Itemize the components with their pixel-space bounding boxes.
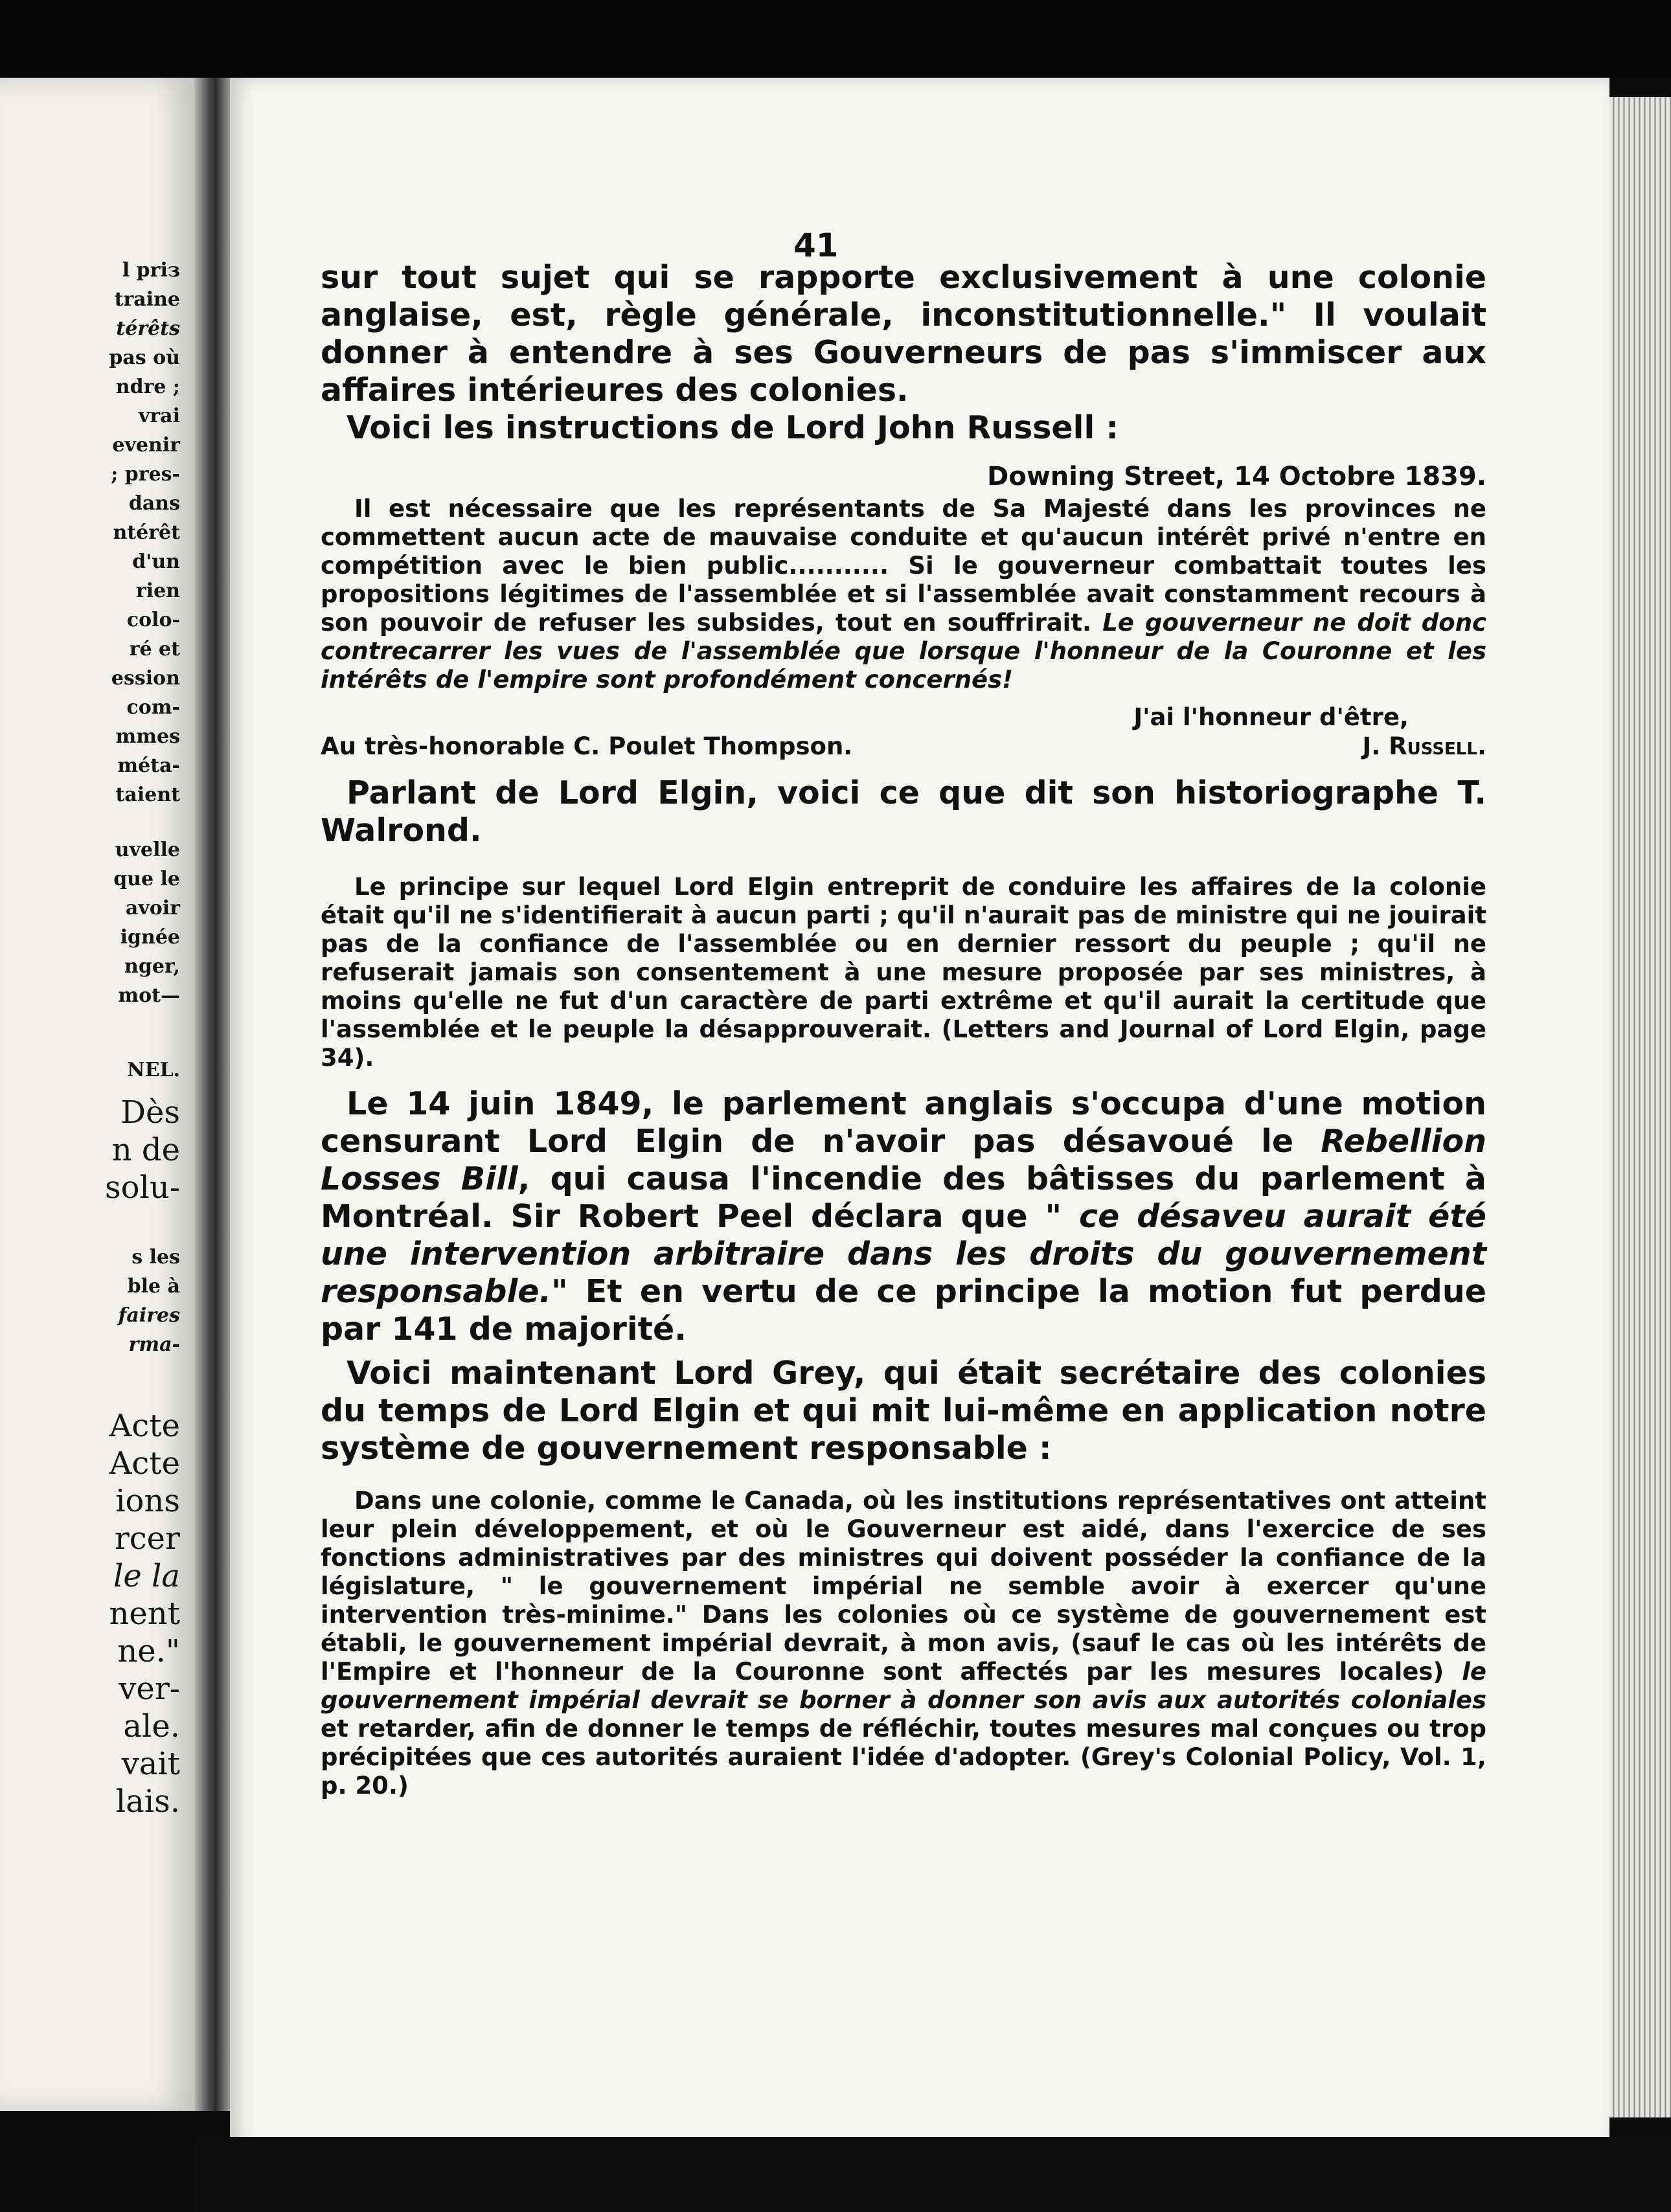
facing-page-fragment: ne." — [117, 1633, 180, 1669]
letter-addressee: Au très-honorable C. Poulet Thompson. — [321, 732, 853, 760]
letter-signature: J. Russell. — [1362, 732, 1486, 760]
paragraph-4-bill-title: Rebellion Losses Bill — [321, 1123, 1486, 1197]
paragraph-4-c: , qui causa l'incendie des bâtisses du parlement à Montréal. Sir Robert Peel déclara que " — [321, 1160, 1486, 1235]
facing-page-fragment: traine — [114, 288, 180, 311]
book-gutter — [194, 78, 230, 2111]
facing-page-fragment: rien — [135, 580, 180, 602]
letter-body-italic: Le gouverneur ne doit donc contrecarrer les vues de l'assemblée que lorsque l'honneur de la Couronne et les intérêts de l'empire sont profondément concernés! — [321, 609, 1486, 694]
facing-page-fragment: rma- — [128, 1333, 180, 1356]
facing-page-fragment: ndre ; — [115, 376, 180, 398]
facing-page-fragment: evenir — [112, 434, 180, 457]
paragraph-1: sur tout sujet qui se rapporte exclusivement à une colonie anglaise, est, règle générale, inconstitutionnelle." Il voulait donner à entendre à ses Gouverneurs de pas s'immiscer aux affaires intérieures des colonies. — [321, 259, 1486, 409]
paragraph-4-a: Le 14 juin 1849, le parlement anglais s'occupa d'une motion censurant Lord Elgin de n'avoir pas désavoué le — [321, 1085, 1486, 1160]
facing-page-fragment: ble à — [127, 1275, 180, 1298]
paragraph-4-e: " Et en vertu de ce principe la motion fut perdue par 141 de majorité. — [321, 1273, 1486, 1348]
facing-page-fragment: faires — [118, 1304, 180, 1327]
grey-quote-a: Dans une colonie, comme le Canada, où les institutions représentatives ont atteint leur plein développement, et où le Gouverneur est aidé, dans l'exercice de ses fonctions administratives par des ministres qui doivent posséder la confiance de la législature, " le gouvernement impérial ne semble avoir à exercer qu'une intervention très-minime." Dans les colonies où ce système de gouvernement est établi, le gouvernement impérial devrait, à mon avis, (sauf le cas où les intérêts de l'Empire et l'honneur de la Couronne sont affectés par les mesures locales) — [321, 1487, 1486, 1686]
facing-page-fragment: uvelle — [115, 839, 180, 861]
facing-page-fragment: mot— — [118, 984, 180, 1007]
grey-quote — [321, 1487, 1486, 1800]
facing-page-fragment: ; pres- — [111, 463, 180, 486]
facing-page-fragment: com- — [126, 696, 180, 719]
facing-page-fragment: Dès — [120, 1094, 180, 1131]
facing-page-fragment: térêts — [116, 317, 180, 340]
russell-letter — [321, 462, 1486, 762]
facing-page-left — [0, 78, 194, 2111]
facing-page-fragment: lais. — [115, 1783, 180, 1820]
facing-page-fragment: nent — [109, 1596, 180, 1632]
facing-page-fragment: s les — [131, 1246, 180, 1269]
letter-signoff-row — [321, 732, 1486, 762]
facing-page-fragment: vrai — [138, 405, 180, 427]
facing-page-fragment: taient — [115, 784, 180, 806]
facing-page-fragment: que le — [113, 868, 180, 890]
page-edges — [1609, 97, 1671, 2117]
facing-page-fragment: vait — [121, 1746, 180, 1782]
paragraph-2: Voici les instructions de Lord John Russell : — [347, 409, 1119, 446]
facing-page-fragment: n de — [111, 1132, 180, 1168]
facing-page-fragment: nger, — [124, 955, 180, 978]
facing-page-fragment: colo- — [126, 609, 180, 631]
facing-page-fragment: d'un — [132, 550, 180, 573]
facing-page-fragment: NEL. — [127, 1059, 180, 1081]
paragraph-5: Voici maintenant Lord Grey, qui était secrétaire des colonies du temps de Lord Elgin et qui mit lui-même en application notre système de gouvernement responsable : — [321, 1355, 1486, 1467]
facing-page-fragment: dans — [128, 492, 180, 515]
paragraph-3: Parlant de Lord Elgin, voici ce que dit son historiographe T. Walrond. — [321, 774, 1486, 849]
paragraph-4-peel-quote: ce désaveu aurait été une intervention arbitraire dans les droits du gouvernement responsable. — [321, 1198, 1486, 1310]
facing-page-fragment: Acte — [109, 1445, 180, 1482]
grey-quote-c: et retarder, afin de donner le temps de réfléchir, toutes mesures mal conçues ou trop précipitées que ces autorités auraient l'idée d'adopter. (Grey's Colonial Policy, Vol. 1, p. 20.) — [321, 1715, 1486, 1800]
facing-page-fragment: ions — [115, 1483, 180, 1519]
facing-page-fragment: ver- — [119, 1671, 180, 1707]
facing-page-fragment: Acte — [109, 1408, 180, 1444]
page — [230, 78, 1609, 2150]
facing-page-fragment: l priз — [122, 259, 180, 282]
facing-page-fragment: avoir — [125, 897, 180, 920]
facing-page-fragment: ession — [111, 667, 180, 690]
letter-body — [321, 495, 1486, 694]
facing-page-fragment: mmes — [115, 725, 180, 748]
scan-border-bottom — [194, 2137, 1671, 2212]
letter-body-text: Il est nécessaire que les représentants de Sa Majesté dans les provinces ne commettent aucun acte de mauvaise conduite et qu'aucun intérêt privé n'entre en compétition avec le bien public........... Si le gouverneur combattait toutes les propositions légitimes de l'assemblée et si l'assemblée avait constamment recours à son pouvoir de refuser les subsides, tout en souffrirait. — [321, 495, 1486, 637]
facing-page-fragment: pas où — [109, 346, 180, 369]
letter-dateline: Downing Street, 14 Octobre 1839. — [987, 462, 1486, 491]
letter-closing: J'ai l'honneur d'être, — [1133, 703, 1409, 731]
facing-page-fragment: ntérêt — [113, 521, 180, 544]
walrond-quote: Le principe sur lequel Lord Elgin entreprit de conduire les affaires de la colonie était qu'il ne s'identifierait à aucun parti ; qu'il n'aurait pas de ministre qui ne jouirait pas de la confiance de l'assemblée ou en dernier ressort du peuple ; qu'il ne refuserait jamais son consentement à une mesure proposée par ses ministres, à moins qu'elle ne fut d'un caractère de parti extrême et qu'il aurait la certitude que l'assemblée et le peuple la désapprouverait. (Letters and Journal of Lord Elgin, page 34). — [321, 873, 1486, 1072]
facing-page-fragment: ignée — [120, 926, 180, 949]
scan-border-top — [0, 0, 1671, 78]
facing-page-fragment: solu- — [104, 1169, 180, 1206]
grey-quote-italic: le gouvernement impérial devrait se borner à donner son avis aux autorités coloniales — [321, 1658, 1486, 1714]
facing-page-fragment: le la — [113, 1558, 180, 1594]
facing-page-fragment: méta- — [117, 754, 180, 777]
facing-page-fragment: ré et — [129, 638, 180, 660]
paragraph-4 — [321, 1085, 1486, 1348]
page-number: 41 — [793, 227, 839, 264]
facing-page-fragment: ale. — [123, 1708, 180, 1744]
facing-page-fragment: rcer — [114, 1520, 180, 1557]
page-content — [321, 259, 1486, 1800]
